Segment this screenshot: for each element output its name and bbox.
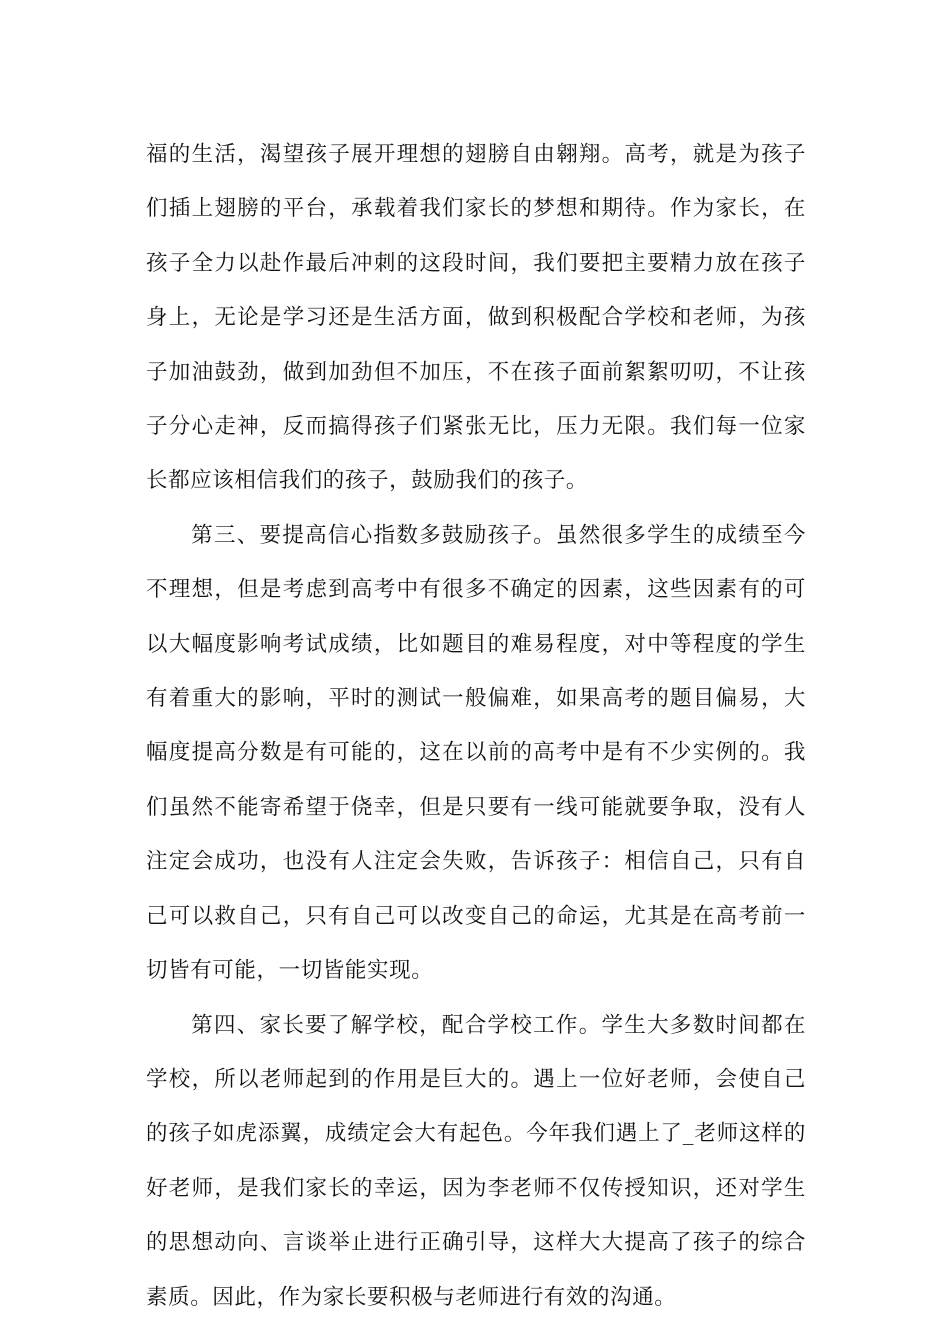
paragraph-3: 第四、家长要了解学校，配合学校工作。学生大多数时间都在学校，所以老师起到的作用是巨大的。遇上一位好老师，会使自己的孩子如虎添翼，成绩定会大有起色。今年我们遇上了_老师这样的好老师，是我们家长的幸运，因为李老师不仅传授知识，还对学生的思想动向、言谈举止进行正确引导，这样大大提高了孩子的综合素质。因此，作为家长要积极与老师进行有效的沟通。: [146, 1012, 806, 1310]
paragraph-2: 第三、要提高信心指数多鼓励孩子。虽然很多学生的成绩至今不理想，但是考虑到高考中有很多不确定的因素，这些因素有的可以大幅度影响考试成绩，比如题目的难易程度，对中等程度的学生有着重大的影响，平时的测试一般偏难，如果高考的题目偏易，大幅度提高分数是有可能的，这在以前的高考中是有不少实例的。我们虽然不能寄希望于侥幸，但是只要有一线可能就要争取，没有人注定会成功，也没有人注定会失败，告诉孩子：相信自己，只有自己可以救自己，只有自己可以改变自己的命运，尤其是在高考前一切皆有可能，一切皆能实现。: [146, 522, 806, 984]
document-page: [146, 128, 806, 1325]
paragraph-1: 福的生活，渴望孩子展开理想的翅膀自由翱翔。高考，就是为孩子们插上翅膀的平台，承载着我们家长的梦想和期待。作为家长，在孩子全力以赴作最后冲刺的这段时间，我们要把主要精力放在孩子身上，无论是学习还是生活方面，做到积极配合学校和老师，为孩子加油鼓劲，做到加劲但不加压，不在孩子面前絮絮叨叨，不让孩子分心走神，反而搞得孩子们紧张无比，压力无限。我们每一位家长都应该相信我们的孩子，鼓励我们的孩子。: [146, 142, 806, 494]
